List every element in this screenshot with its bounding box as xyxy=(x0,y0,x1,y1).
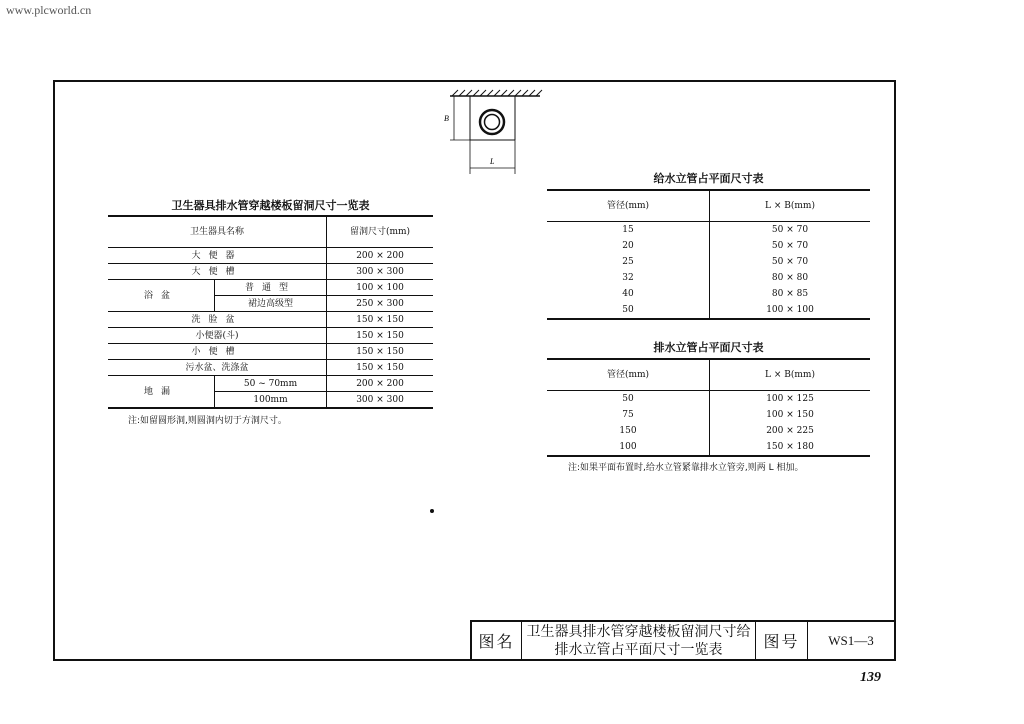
fixture-subtype: 裙边高级型 xyxy=(215,296,327,312)
stray-dot xyxy=(430,509,434,513)
opening-size: 150 × 150 xyxy=(327,312,434,328)
table2-title: 给水立管占平面尺寸表 xyxy=(653,172,764,185)
table1-title: 卫生器具排水管穿越楼板留洞尺寸一览表 xyxy=(171,199,370,212)
fixture-name: 小便器(斗) xyxy=(108,328,327,344)
opening-size: 100 × 100 xyxy=(327,280,434,296)
drawing-number: WS1—3 xyxy=(828,632,874,648)
diameter: 40 xyxy=(547,286,710,302)
fixture-name: 大便器 xyxy=(108,248,327,264)
drain-riser-table xyxy=(547,358,870,457)
drawing-name xyxy=(522,622,756,659)
header-diameter: 管径(mm) xyxy=(547,190,710,222)
l-by-b: 150 × 180 xyxy=(766,442,814,452)
table-row xyxy=(547,407,870,423)
fixture-group: 浴盆 xyxy=(108,280,215,312)
l-by-b: 100 × 100 xyxy=(766,305,814,315)
table-row xyxy=(108,280,433,296)
table-row xyxy=(108,264,433,280)
drawing-name-label: 图名 xyxy=(472,622,522,659)
table3-note: 注:如果平面布置时,给水立管紧靠排水立管旁,则两 L 相加。 xyxy=(568,463,804,473)
fixture-subtype: 普通型 xyxy=(215,280,327,296)
header-fixture-name: 卫生器具名称 xyxy=(108,216,327,248)
l-by-b: 50 × 70 xyxy=(771,225,809,235)
title-block xyxy=(470,620,894,659)
pipe-inner xyxy=(485,115,500,130)
table-row xyxy=(547,391,870,408)
diameter: 100 xyxy=(547,439,710,456)
table-row xyxy=(108,376,433,392)
table-row xyxy=(547,302,870,319)
opening-size: 200 × 200 xyxy=(327,376,434,392)
opening-size: 250 × 300 xyxy=(327,296,434,312)
diameter: 15 xyxy=(547,222,710,239)
table-row xyxy=(547,222,870,239)
l-by-b: 200 × 225 xyxy=(766,426,814,436)
l-by-b: 100 × 125 xyxy=(766,394,814,404)
drawing-number-label: 图号 xyxy=(756,622,808,659)
drawing-name-line2: 排水立管占平面尺寸一览表 xyxy=(554,641,723,658)
diameter: 50 xyxy=(547,391,710,408)
table-header-row xyxy=(108,216,433,248)
diameter: 20 xyxy=(547,238,710,254)
opening-size: 200 × 200 xyxy=(327,248,434,264)
fixture-name: 小便槽 xyxy=(108,344,327,360)
table-row xyxy=(108,360,433,376)
table-row xyxy=(547,238,870,254)
diameter: 50 xyxy=(547,302,710,319)
opening-size: 150 × 150 xyxy=(327,328,434,344)
l-by-b: 80 × 80 xyxy=(771,273,809,283)
table-row xyxy=(547,270,870,286)
l-by-b: 50 × 70 xyxy=(771,257,809,267)
table-row xyxy=(547,286,870,302)
diameter: 25 xyxy=(547,254,710,270)
fixture-name: 污水盆、洗涤盆 xyxy=(108,360,327,376)
fixture-subtype: 100mm xyxy=(215,392,327,409)
ceiling-hatch xyxy=(450,90,542,96)
supply-riser-table xyxy=(547,189,870,320)
l-by-b: 50 × 70 xyxy=(771,241,809,251)
label-l: L xyxy=(490,157,495,166)
table-header-row xyxy=(547,190,870,222)
header-l-by-b: L × B(mm) xyxy=(710,190,871,222)
page-number: 139 xyxy=(860,670,881,685)
fixture-group: 地漏 xyxy=(108,376,215,409)
diameter: 75 xyxy=(547,407,710,423)
pipe-outer xyxy=(480,110,504,134)
fixture-name: 大便槽 xyxy=(108,264,327,280)
watermark: www.plcworld.cn xyxy=(6,3,92,17)
opening-size: 300 × 300 xyxy=(327,392,434,409)
table1-note: 注:如留圆形洞,则圆洞内切于方洞尺寸。 xyxy=(128,416,287,426)
fixture-opening-table xyxy=(108,215,433,409)
fixture-name: 洗脸盆 xyxy=(108,312,327,328)
table-row xyxy=(547,254,870,270)
table-row xyxy=(547,423,870,439)
fixture-subtype: 50 ~ 70mm xyxy=(215,376,327,392)
table-row xyxy=(108,344,433,360)
table-row xyxy=(108,248,433,264)
table-row xyxy=(547,439,870,456)
diameter: 150 xyxy=(547,423,710,439)
pipe-opening-diagram xyxy=(430,88,545,178)
opening-size: 300 × 300 xyxy=(327,264,434,280)
diameter: 32 xyxy=(547,270,710,286)
table-row xyxy=(108,328,433,344)
label-b: B xyxy=(444,114,449,123)
table3-title: 排水立管占平面尺寸表 xyxy=(653,341,764,354)
table-row xyxy=(108,312,433,328)
header-opening-size: 留洞尺寸(mm) xyxy=(327,216,434,248)
l-by-b: 80 × 85 xyxy=(771,289,809,299)
header-diameter: 管径(mm) xyxy=(547,359,710,391)
l-by-b: 100 × 150 xyxy=(766,410,814,420)
table-header-row xyxy=(547,359,870,391)
opening-size: 150 × 150 xyxy=(327,360,434,376)
opening-size: 150 × 150 xyxy=(327,344,434,360)
header-l-by-b: L × B(mm) xyxy=(710,359,871,391)
drawing-name-line1: 卫生器具排水管穿越楼板留洞尺寸给 xyxy=(526,623,751,640)
